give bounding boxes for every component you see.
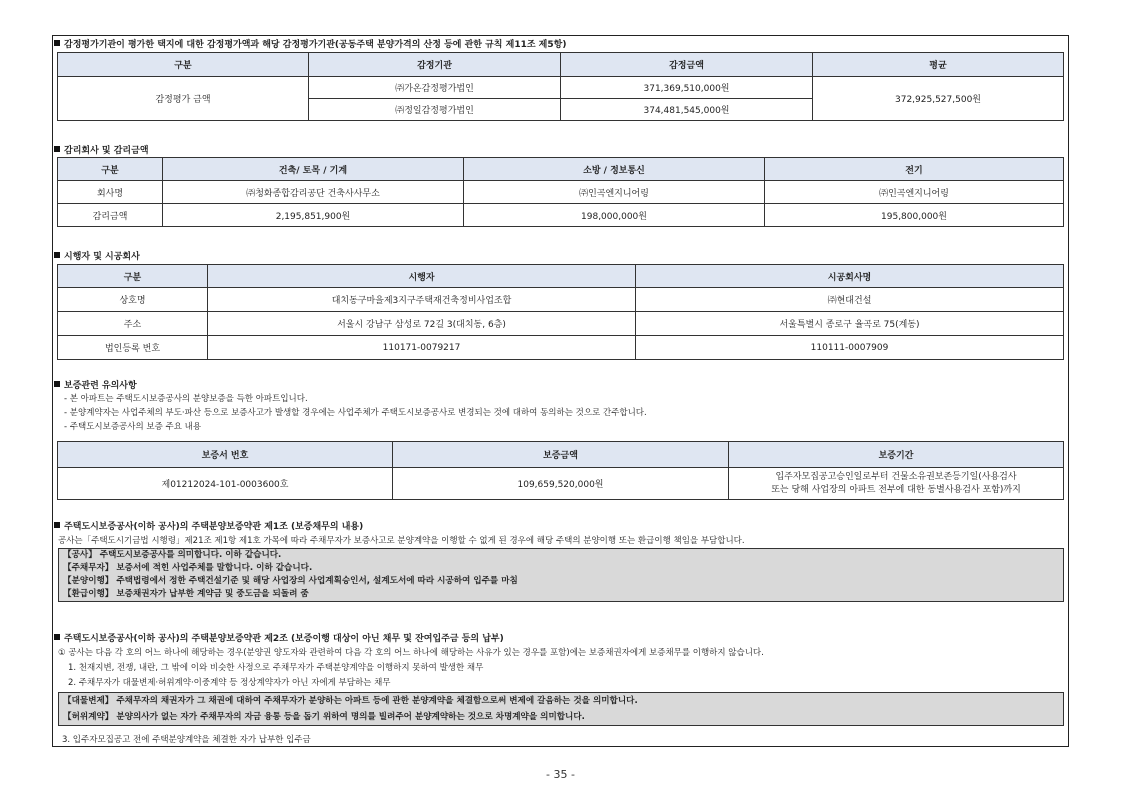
definition-line: 【분양이행】 주택법령에서 정한 주택건설기준 및 해당 사업장의 사업계획승인서, 설계도서에 따라 시공하여 입주를 마침 <box>63 576 518 586</box>
supervision-cell: 감리금액 <box>58 204 163 227</box>
article2-heading <box>54 631 504 644</box>
appraisal-table <box>57 52 1064 121</box>
article2-item: 1. 천재지변, 전쟁, 내란, 그 밖에 이와 비슷한 사정으로 주채무자가 주택분양계약을 이행하지 못하여 발생한 채무 <box>68 663 484 673</box>
supervision-table <box>57 157 1064 227</box>
article1-heading <box>54 519 363 532</box>
article1-definition-box <box>58 548 1064 602</box>
builder-heading <box>54 249 140 262</box>
supervision-header-electric: 전기 <box>765 158 1064 181</box>
guarantee-table <box>57 441 1064 500</box>
definition-line: 【주채무자】 보증서에 적힌 사업주체를 말합니다. 이하 같습니다. <box>63 563 313 573</box>
appraisal-average: 372,925,527,500원 <box>813 77 1064 121</box>
builder-cell: 110111-0007909 <box>636 336 1064 360</box>
square-bullet-icon <box>54 40 60 46</box>
supervision-header-category: 구분 <box>58 158 163 181</box>
supervision-cell: 2,195,851,900원 <box>163 204 464 227</box>
builder-cell: 110171-0079217 <box>208 336 636 360</box>
builder-cell: ㈜현대건설 <box>636 288 1064 312</box>
guarantee-period <box>729 468 1064 500</box>
article1-heading-text: 주택도시보증공사(이하 공사)의 주택분양보증약관 제1조 (보증채무의 내용) <box>64 522 364 532</box>
definition-line: 【허위계약】 분양의사가 없는 자가 주채무자의 자금 융통 등을 돕기 위하여 명의를 빌려주어 분양계약하는 것으로 차명계약을 의미합니다. <box>63 712 585 722</box>
supervision-cell: ㈜인곡엔지니어링 <box>765 181 1064 204</box>
builder-header-category: 구분 <box>58 265 208 288</box>
supervision-cell: 195,800,000원 <box>765 204 1064 227</box>
square-bullet-icon <box>54 634 60 640</box>
builder-cell: 서울특별시 종로구 율곡로 75(계동) <box>636 312 1064 336</box>
supervision-cell: ㈜인곡엔지니어링 <box>464 181 765 204</box>
builder-cell: 주소 <box>58 312 208 336</box>
article2-definition-box <box>58 692 1064 726</box>
builder-heading-text: 시행자 및 시공회사 <box>64 252 140 262</box>
guarantee-header-period: 보증기간 <box>729 442 1064 468</box>
article2-item: 2. 주채무자가 대물변제·허위계약·이중계약 등 정상계약자가 아닌 자에게 부담하는 채무 <box>68 678 391 688</box>
page-number: - 35 - <box>546 768 575 781</box>
square-bullet-icon <box>54 252 60 258</box>
appraisal-row-label: 감정평가 금액 <box>58 77 309 121</box>
appraisal-header-amount: 감정금액 <box>561 53 813 77</box>
guarantee-header-number: 보증서 번호 <box>58 442 393 468</box>
square-bullet-icon <box>54 522 60 528</box>
builder-cell: 법인등록 번호 <box>58 336 208 360</box>
supervision-heading <box>54 143 149 156</box>
article2-item: 3. 입주자모집공고 전에 주택분양계약을 체결한 자가 납부한 입주금 <box>62 735 311 745</box>
supervision-cell: 198,000,000원 <box>464 204 765 227</box>
guarantee-heading <box>54 378 137 391</box>
article2-heading-text: 주택도시보증공사(이하 공사)의 주택분양보증약관 제2조 (보증이행 대상이 아닌 채무 및 잔여입주금 등의 납부) <box>64 634 504 644</box>
appraisal-heading <box>54 37 566 50</box>
builder-header-constructor: 시공회사명 <box>636 265 1064 288</box>
supervision-cell: 회사명 <box>58 181 163 204</box>
square-bullet-icon <box>54 381 60 387</box>
supervision-header-architecture: 건축/ 토목 / 기계 <box>163 158 464 181</box>
appraisal-amount: 371,369,510,000원 <box>561 77 813 99</box>
supervision-header-fire: 소방 / 정보통신 <box>464 158 765 181</box>
guarantee-note: - 본 아파트는 주택도시보증공사의 분양보증을 득한 아파트입니다. <box>64 394 308 404</box>
builder-header-developer: 시행자 <box>208 265 636 288</box>
guarantee-note: - 분양계약자는 사업주체의 부도·파산 등으로 보증사고가 발생할 경우에는 사업주체가 주택도시보증공사로 변경되는 것에 대하여 동의하는 것으로 간주합니다. <box>64 408 647 418</box>
article2-text: ① 공사는 다음 각 호의 어느 하나에 해당하는 경우(분양권 양도자와 관련하여 다음 각 호의 어느 하나에 해당하는 사유가 있는 경우를 포함)에는 보증채권자에게 보증채무를 이행하지 않습니다. <box>58 648 764 658</box>
builder-cell: 서울시 강남구 삼성로 72길 3(대치동, 6층) <box>208 312 636 336</box>
appraisal-header-category: 구분 <box>58 53 309 77</box>
appraisal-org: ㈜정일감정평가법인 <box>309 99 561 121</box>
appraisal-org: ㈜가온감정평가법인 <box>309 77 561 99</box>
appraisal-amount: 374,481,545,000원 <box>561 99 813 121</box>
definition-line: 【환급이행】 보증채권자가 납부한 계약금 및 중도금을 되돌려 줌 <box>63 589 309 599</box>
square-bullet-icon <box>54 146 60 152</box>
guarantee-heading-text: 보증관련 유의사항 <box>64 381 137 391</box>
definition-line: 【공사】 주택도시보증공사를 의미합니다. 이하 같습니다. <box>63 550 282 560</box>
guarantee-note: - 주택도시보증공사의 보증 주요 내용 <box>64 422 202 432</box>
supervision-heading-text: 감리회사 및 감리금액 <box>64 146 149 156</box>
guarantee-period-line: 또는 당해 사업장의 아파트 전부에 대한 동별사용검사 포함)까지 <box>771 484 1021 495</box>
builder-cell: 대치동구마을제3지구주택재건축정비사업조합 <box>208 288 636 312</box>
appraisal-header-average: 평균 <box>813 53 1064 77</box>
builder-cell: 상호명 <box>58 288 208 312</box>
builder-table <box>57 264 1064 360</box>
supervision-cell: ㈜청화종합감리공단 건축사사무소 <box>163 181 464 204</box>
article1-text: 공사는「주택도시기금법 시행령」제21조 제1항 제1호 가목에 따라 주채무자가 보증사고로 분양계약을 이행할 수 없게 된 경우에 해당 주택의 분양이행 또는 환급이행 책임을 부담합니다. <box>58 536 745 546</box>
guarantee-header-amount: 보증금액 <box>393 442 729 468</box>
guarantee-number: 제01212024-101-0003600호 <box>58 468 393 500</box>
guarantee-period-line: 입주자모집공고승인일로부터 건물소유권보존등기일(사용검사 <box>775 471 1017 482</box>
guarantee-amount: 109,659,520,000원 <box>393 468 729 500</box>
definition-line: 【대물변제】 주채무자의 채권자가 그 채권에 대하여 주채무자가 분양하는 아파트 등에 관한 분양계약을 체결함으로써 변제에 갈음하는 것을 의미합니다. <box>63 696 638 706</box>
appraisal-header-org: 감정기관 <box>309 53 561 77</box>
appraisal-heading-text: 감정평가기관이 평가한 택지에 대한 감정평가액과 해당 감정평가기관(공동주택 분양가격의 산정 등에 관한 규칙 제11조 제5항) <box>64 40 567 50</box>
